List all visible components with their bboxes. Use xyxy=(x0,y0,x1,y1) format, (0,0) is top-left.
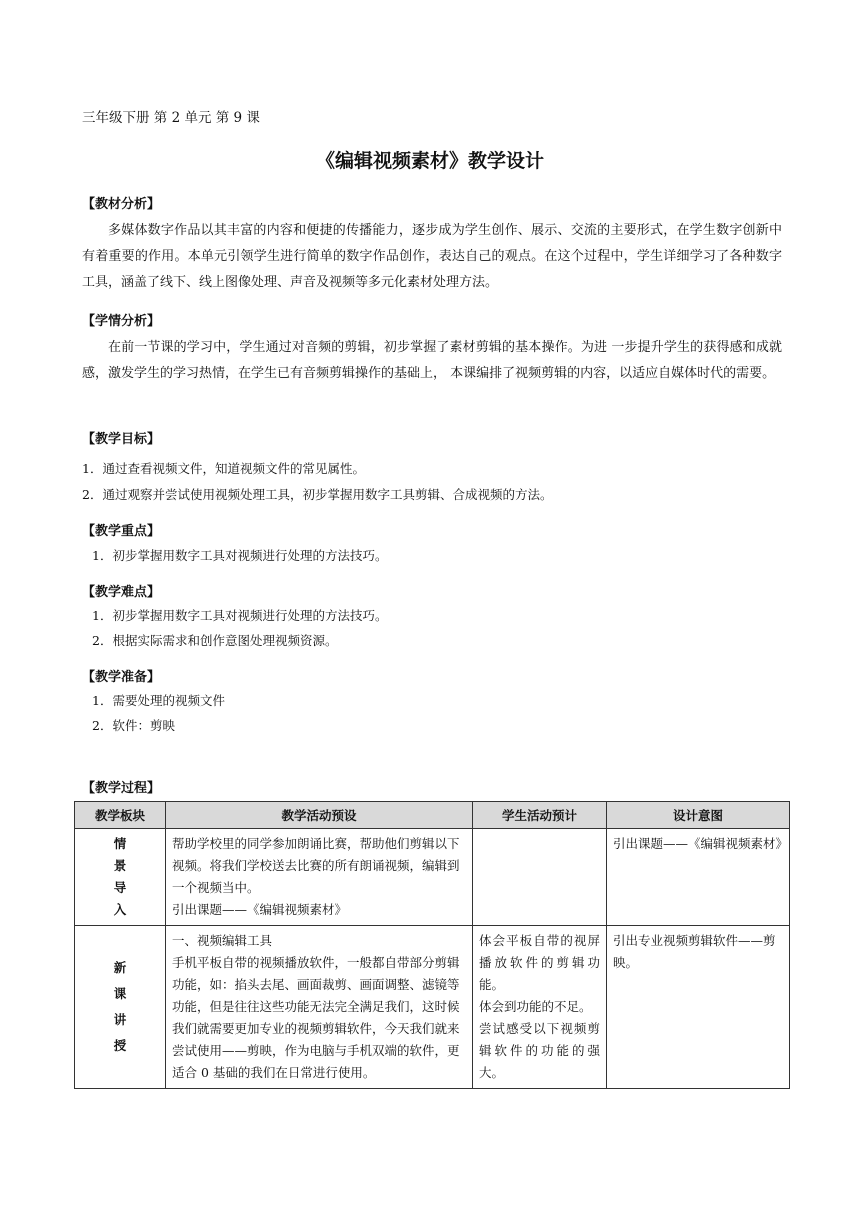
section-heading-material: 【教材分析】 xyxy=(82,197,161,212)
block-char: 导 xyxy=(113,880,127,895)
column-header: 学生活动预计 xyxy=(473,802,607,829)
section-heading-process: 【教学过程】 xyxy=(82,781,161,796)
student-text: 体会平板自带的视屏播放软件的剪辑功能。 体会到功能的不足。 尝试感受以下视频剪辑软件的功能的强大。 xyxy=(479,933,600,1080)
student-cell xyxy=(473,829,607,926)
table-header-row xyxy=(75,802,790,829)
activity-cell xyxy=(166,829,473,926)
section-heading-keypoints: 【教学重点】 xyxy=(82,524,161,539)
activity-cell xyxy=(166,926,473,1089)
column-header: 教学板块 xyxy=(75,802,166,829)
student-cell xyxy=(473,926,607,1089)
block-cell xyxy=(75,926,166,1089)
intent-cell xyxy=(607,926,790,1089)
section-heading-difficulties: 【教学难点】 xyxy=(82,585,161,600)
keypoint-item: 1．初步掌握用数字工具对视频进行处理的方法技巧。 xyxy=(92,548,388,563)
prep-item: 1．需要处理的视频文件 xyxy=(92,693,225,708)
block-char: 课 xyxy=(113,986,127,1001)
block-cell xyxy=(75,829,166,926)
column-header: 教学活动预设 xyxy=(166,802,473,829)
material-paragraph: 多媒体数字作品以其丰富的内容和便捷的传播能力，逐步成为学生创作、展示、交流的主要形式，在学生数字创新中有着重要的作用。本单元引领学生进行简单的数字作品创作，表达自己的观点。在这个过程中，学生详细学习了各种数字工具，涵盖了线下、线上图像处理、声音及视频等多元化素材处理方法。 xyxy=(82,223,782,290)
section-heading-prep: 【教学准备】 xyxy=(82,670,161,685)
block-char: 讲 xyxy=(113,1012,127,1027)
block-char: 景 xyxy=(113,858,127,873)
block-char: 授 xyxy=(113,1038,127,1053)
block-char: 情 xyxy=(113,836,127,851)
column-header: 设计意图 xyxy=(607,802,790,829)
section-heading-learner: 【学情分析】 xyxy=(82,314,161,329)
table-row xyxy=(75,829,790,926)
intent-text: 引出课题——《编辑视频素材》 xyxy=(613,836,789,851)
learner-paragraph: 在前一节课的学习中，学生通过对音频的剪辑，初步掌握了素材剪辑的基本操作。为进 一步提升学生的获得感和成就感，激发学生的学习热情，在学生已有音频剪辑操作的基础上， 本课编排了视频剪辑的内容，以适应自媒体时代的需要。 xyxy=(82,340,782,381)
difficulty-item: 1．初步掌握用数字工具对视频进行处理的方法技巧。 xyxy=(92,608,388,623)
section-heading-goals: 【教学目标】 xyxy=(82,432,161,447)
teaching-process-table xyxy=(74,801,790,1089)
table-row xyxy=(75,926,790,1089)
activity-text: 帮助学校里的同学参加朗诵比赛，帮助他们剪辑以下视频。将我们学校送去比赛的所有朗诵视频，编辑到一个视频当中。 引出课题——《编辑视频素材》 xyxy=(172,836,460,917)
intent-cell xyxy=(607,829,790,926)
intent-text: 引出专业视频剪辑软件——剪映。 xyxy=(613,933,776,970)
block-char: 新 xyxy=(113,960,127,975)
prep-item: 2．软件：剪映 xyxy=(92,718,175,733)
activity-text: 一、视频编辑工具 手机平板自带的视频播放软件，一般都自带部分剪辑功能，如：掐头去尾、画面裁剪、画面调整、滤镜等功能，但是往往这些功能无法完全满足我们，这时候我们就需要更加专业的视频剪辑软件，今天我们就来尝试使用——剪映，作为电脑与手机双端的软件，更适合 0 基础的我们在日常进行使用。 xyxy=(172,933,460,1080)
difficulty-item: 2．根据实际需求和创作意图处理视频资源。 xyxy=(92,633,338,648)
goal-item: 2．通过观察并尝试使用视频处理工具，初步掌握用数字工具剪辑、合成视频的方法。 xyxy=(82,487,553,502)
goal-item: 1．通过查看视频文件，知道视频文件的常见属性。 xyxy=(82,461,365,476)
document-title: 《编辑视频素材》教学设计 xyxy=(315,150,544,172)
lesson-location: 三年级下册 第 2 单元 第 9 课 xyxy=(82,110,260,126)
block-char: 入 xyxy=(113,902,127,917)
